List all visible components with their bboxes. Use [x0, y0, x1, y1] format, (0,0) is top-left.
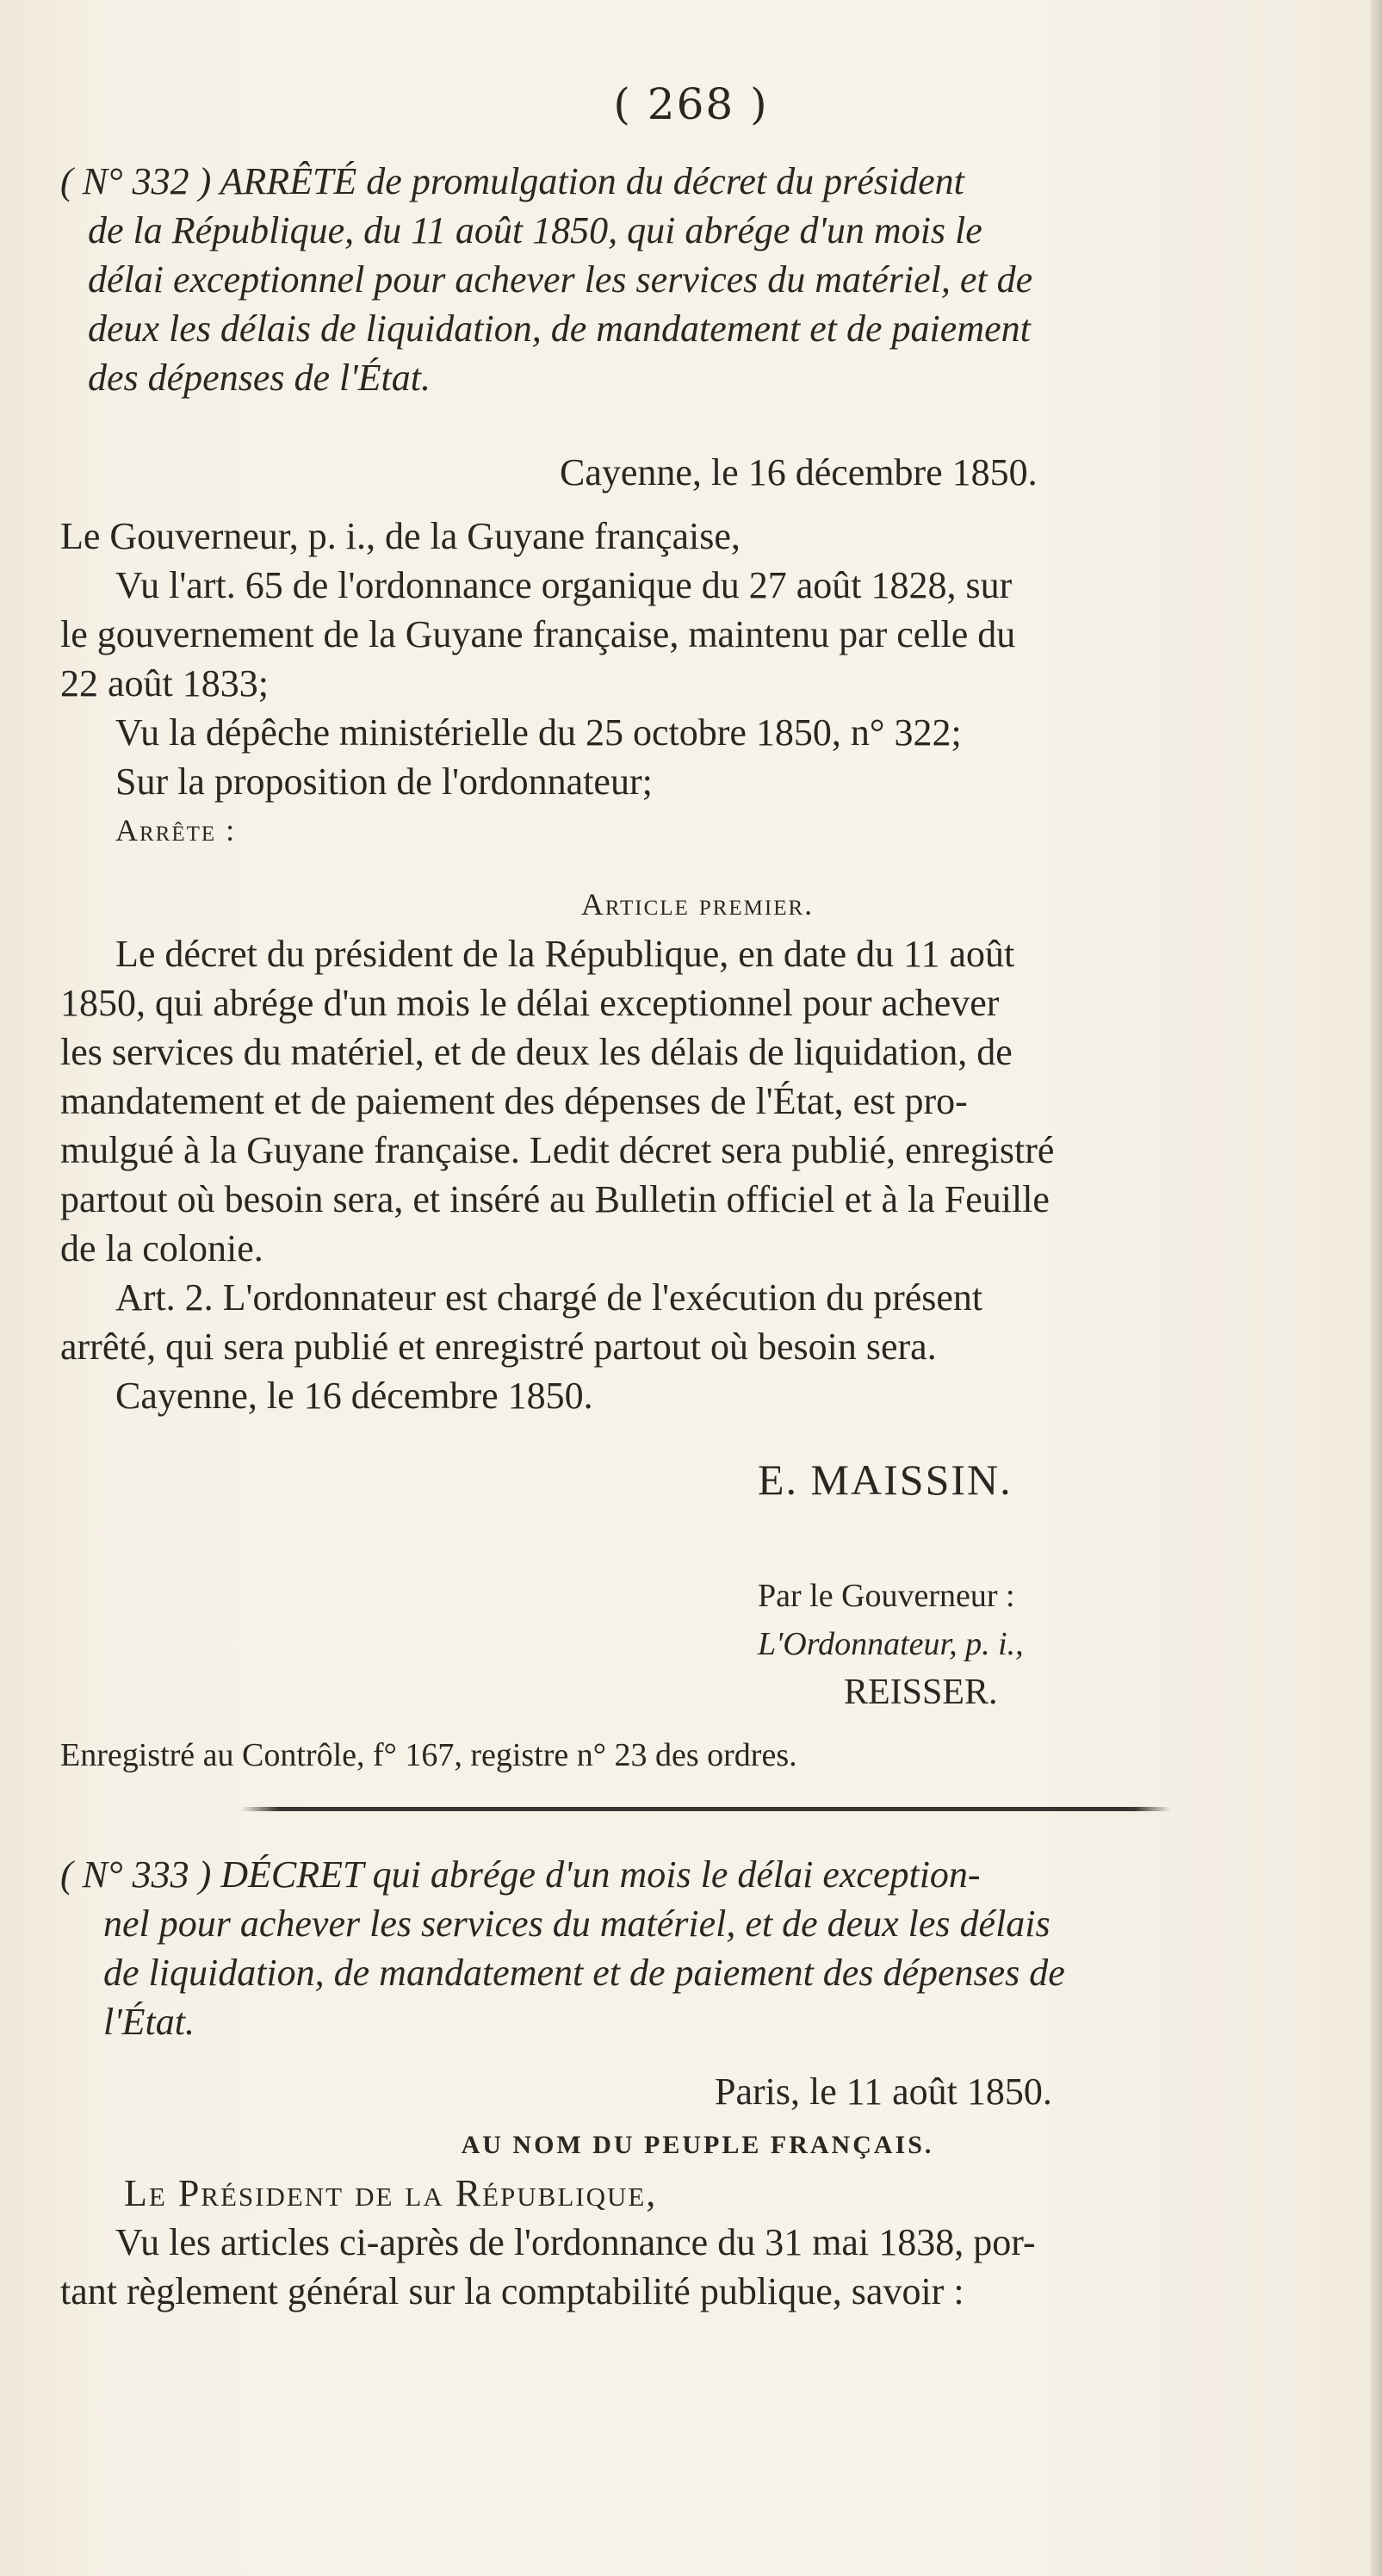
- place-date-text: Paris, le 11 août 1850.: [715, 2070, 1052, 2113]
- article-line: partout où besoin sera, et inséré au Bulletin officiel et à la Feuille: [60, 1178, 1050, 1220]
- heading-line: ( N° 332 ) ARRÊTÉ de promulgation du décret du président: [60, 160, 964, 202]
- decree-333-place-date: [715, 2067, 1317, 2116]
- separator-rule: [241, 1807, 1171, 1811]
- signature-block: [758, 1456, 1292, 1505]
- by-line: Par le Gouverneur :: [758, 1578, 1015, 1614]
- heading-line: délai exceptionnel pour achever les services du matériel, et de: [88, 258, 1033, 301]
- nation-heading: [60, 2120, 1335, 2169]
- heading-line: nel pour achever les services du matériel, et de deux les délais: [103, 1903, 1050, 1945]
- heading-line: deux les délais de liquidation, de mandatement et de paiement: [88, 307, 1031, 350]
- signature: E. MAISSIN.: [758, 1456, 1013, 1504]
- article-line: Art. 2. L'ordonnateur est chargé de l'exécution du présent: [115, 1276, 983, 1319]
- heading-line: de la République, du 11 août 1850, qui abrége d'un mois le: [88, 209, 982, 251]
- preamble-line: Le Gouverneur, p. i., de la Guyane française,: [60, 515, 741, 557]
- decree-333-body: [60, 2169, 1335, 2316]
- preamble-line: Vu la dépêche ministérielle du 25 octobre 1850, n° 322;: [115, 711, 962, 754]
- official-name: REISSER.: [844, 1673, 998, 1712]
- preamble-line: 22 août 1833;: [60, 662, 269, 705]
- preamble-line: le gouvernement de la Guyane française, maintenu par celle du: [60, 613, 1016, 655]
- heading-line: l'État.: [103, 2001, 195, 2043]
- registration-text: Enregistré au Contrôle, f° 167, registre n° 23 des ordres.: [60, 1737, 797, 1773]
- heading-line: ( N° 333 ) DÉCRET qui abrége d'un mois le délai exception-: [60, 1853, 981, 1896]
- place-date: [560, 448, 1162, 497]
- decree-333-heading: [60, 1850, 1335, 2046]
- article-1: [60, 880, 1335, 1273]
- official-title: L'Ordonnateur, p. i.,: [758, 1626, 1024, 1662]
- body-line: Vu les articles ci-après de l'ordonnance du 31 mai 1838, por-: [115, 2221, 1036, 2263]
- preamble-line: Vu l'art. 65 de l'ordonnance organique du 27 août 1828, sur: [115, 564, 1013, 606]
- nation-text: AU NOM DU PEUPLE FRANÇAIS.: [461, 2131, 934, 2159]
- article-2: [60, 1273, 1335, 1420]
- place-date-text: Cayenne, le 16 décembre 1850.: [560, 451, 1038, 493]
- article-line: arrêté, qui sera publié et enregistré partout où besoin sera.: [60, 1325, 937, 1368]
- heading-line: de liquidation, de mandatement et de paiement des dépenses de: [103, 1952, 1065, 1994]
- countersign-block: [758, 1572, 1292, 1716]
- closing-date: Cayenne, le 16 décembre 1850.: [115, 1375, 593, 1417]
- body-line: tant règlement général sur la comptabilité publique, savoir :: [60, 2270, 964, 2312]
- article-line: 1850, qui abrége d'un mois le délai exceptionnel pour achever: [60, 982, 1000, 1024]
- preamble: [60, 512, 1335, 855]
- article-line: Le décret du président de la République, en date du 11 août: [115, 933, 1015, 975]
- article-line: les services du matériel, et de deux les délais de liquidation, de: [60, 1031, 1013, 1073]
- president-line: Le Président de la République,: [124, 2172, 658, 2214]
- heading-line: des dépenses de l'État.: [88, 357, 431, 399]
- preamble-line: Arrête :: [115, 813, 237, 847]
- preamble-line: Sur la proposition de l'ordonnateur;: [115, 760, 653, 803]
- article-line: mandatement et de paiement des dépenses de l'État, est pro-: [60, 1080, 968, 1122]
- decree-332-heading: [60, 157, 1335, 402]
- page-edge-shadow: [1370, 0, 1382, 2576]
- article-line: de la colonie.: [60, 1227, 263, 1269]
- registration: [60, 1731, 1335, 1780]
- article-line: mulgué à la Guyane française. Ledit décret sera publié, enregistré: [60, 1129, 1055, 1171]
- article-title: Article premier.: [580, 887, 815, 922]
- page-number: ( 268 ): [613, 79, 769, 129]
